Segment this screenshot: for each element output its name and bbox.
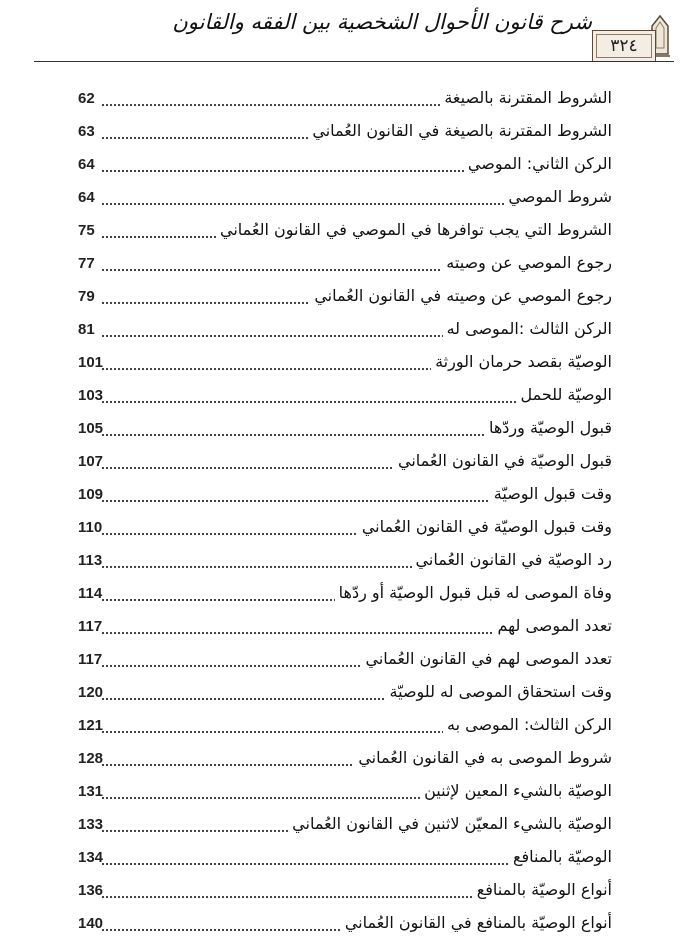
toc-title: أنواع الوصيّة بالمنافع xyxy=(473,880,612,899)
toc-page-number: 77 xyxy=(78,255,95,272)
toc-page-number: 107 xyxy=(78,453,104,470)
toc-page-number: 136 xyxy=(78,882,104,899)
toc-row xyxy=(78,583,612,609)
toc-title: قبول الوصيّة وردّها xyxy=(485,418,612,437)
toc-title: تعدد الموصى لهم xyxy=(493,616,612,635)
toc-row xyxy=(78,715,612,741)
toc-row xyxy=(78,418,612,444)
toc-row xyxy=(78,550,612,576)
toc-page-number: 133 xyxy=(78,816,104,833)
toc-title: رد الوصيّة في القانون العُماني xyxy=(412,550,612,569)
toc-row xyxy=(78,682,612,708)
toc-title: الوصيّة بقصد حرمان الورثة xyxy=(431,352,612,371)
toc-title: رجوع الموصي عن وصيته xyxy=(442,253,612,272)
toc-row xyxy=(78,913,612,939)
toc-row xyxy=(78,385,612,411)
toc-row xyxy=(78,319,612,345)
toc-page-number: 62 xyxy=(78,90,95,107)
toc-page-number: 109 xyxy=(78,486,104,503)
toc-title: رجوع الموصي عن وصيته في القانون العُماني xyxy=(310,286,612,305)
toc-row xyxy=(78,616,612,642)
toc-title: أنواع الوصيّة بالمنافع في القانون العُماني xyxy=(341,913,612,932)
toc-row xyxy=(78,880,612,906)
toc-row xyxy=(78,286,612,312)
toc-page-number: 110 xyxy=(78,519,103,536)
page-number: ٣٢٤ xyxy=(592,30,656,62)
page-header xyxy=(0,0,696,64)
toc-title: الشروط المقترنة بالصيغة xyxy=(440,88,612,107)
toc-title: الركن الثاني: الموصي xyxy=(464,154,612,173)
toc-row xyxy=(78,220,612,246)
toc-title: وفاة الموصى له قبل قبول الوصيّة أو ردّها xyxy=(335,583,612,602)
toc-page-number: 117 xyxy=(78,618,103,635)
toc-title: شروط الموصي xyxy=(504,187,612,206)
toc-page-number: 140 xyxy=(78,915,104,932)
toc-title: قبول الوصيّة في القانون العُماني xyxy=(394,451,612,470)
toc-row xyxy=(78,517,612,543)
running-title: شرح قانون الأحوال الشخصية بين الفقه والقانون xyxy=(172,10,592,34)
toc-row xyxy=(78,88,612,114)
toc-page-number: 113 xyxy=(78,552,103,569)
toc-title: الركن الثالث :الموصى له xyxy=(443,319,612,338)
toc-page-number: 75 xyxy=(78,222,95,239)
toc-page-number: 134 xyxy=(78,849,104,866)
toc-row xyxy=(78,187,612,213)
toc-row xyxy=(78,748,612,774)
toc-title: الوصيّة بالشيء المعيّن لاثنين في القانون العُماني xyxy=(288,814,612,833)
toc-row xyxy=(78,352,612,378)
toc-title: وقت استحقاق الموصى له للوصيّة xyxy=(386,682,612,701)
toc-page-number: 131 xyxy=(78,783,104,800)
toc-page-number: 121 xyxy=(78,717,104,734)
toc-title: وقت قبول الوصيّة في القانون العُماني xyxy=(358,517,612,536)
toc-row xyxy=(78,814,612,840)
toc-page-number: 64 xyxy=(78,189,95,206)
toc-title: شروط الموصى به في القانون العُماني xyxy=(354,748,612,767)
toc-page-number: 81 xyxy=(78,321,95,338)
toc-row xyxy=(78,649,612,675)
toc-page-number: 63 xyxy=(78,123,95,140)
toc-row xyxy=(78,121,612,147)
toc-title: تعدد الموصى لهم في القانون العُماني xyxy=(362,649,612,668)
toc-title: وقت قبول الوصيّة xyxy=(490,484,612,503)
toc-page-number: 64 xyxy=(78,156,95,173)
toc-title: الشروط المقترنة بالصيغة في القانون العُماني xyxy=(308,121,612,140)
toc-title: الوصيّة للحمل xyxy=(516,385,612,404)
toc-title: الركن الثالث: الموصى به xyxy=(443,715,612,734)
toc-row xyxy=(78,451,612,477)
toc-page-number: 79 xyxy=(78,288,95,305)
toc-page-number: 117 xyxy=(78,651,103,668)
toc-page-number: 103 xyxy=(78,387,104,404)
toc-page-number: 128 xyxy=(78,750,104,767)
toc-row xyxy=(78,154,612,180)
toc-title: الوصيّة بالمنافع xyxy=(509,847,612,866)
toc-title: الشروط التي يجب توافرها في الموصي في القانون العُماني xyxy=(216,220,612,239)
toc-row xyxy=(78,781,612,807)
toc-page-number: 101 xyxy=(78,354,104,371)
toc-row xyxy=(78,253,612,279)
toc-page-number: 114 xyxy=(78,585,103,602)
header-rule xyxy=(34,61,674,62)
toc-title: الوصيّة بالشيء المعين لإثنين xyxy=(420,781,612,800)
toc-row xyxy=(78,847,612,873)
toc-page-number: 120 xyxy=(78,684,104,701)
toc-row xyxy=(78,484,612,510)
toc-page-number: 105 xyxy=(78,420,104,437)
